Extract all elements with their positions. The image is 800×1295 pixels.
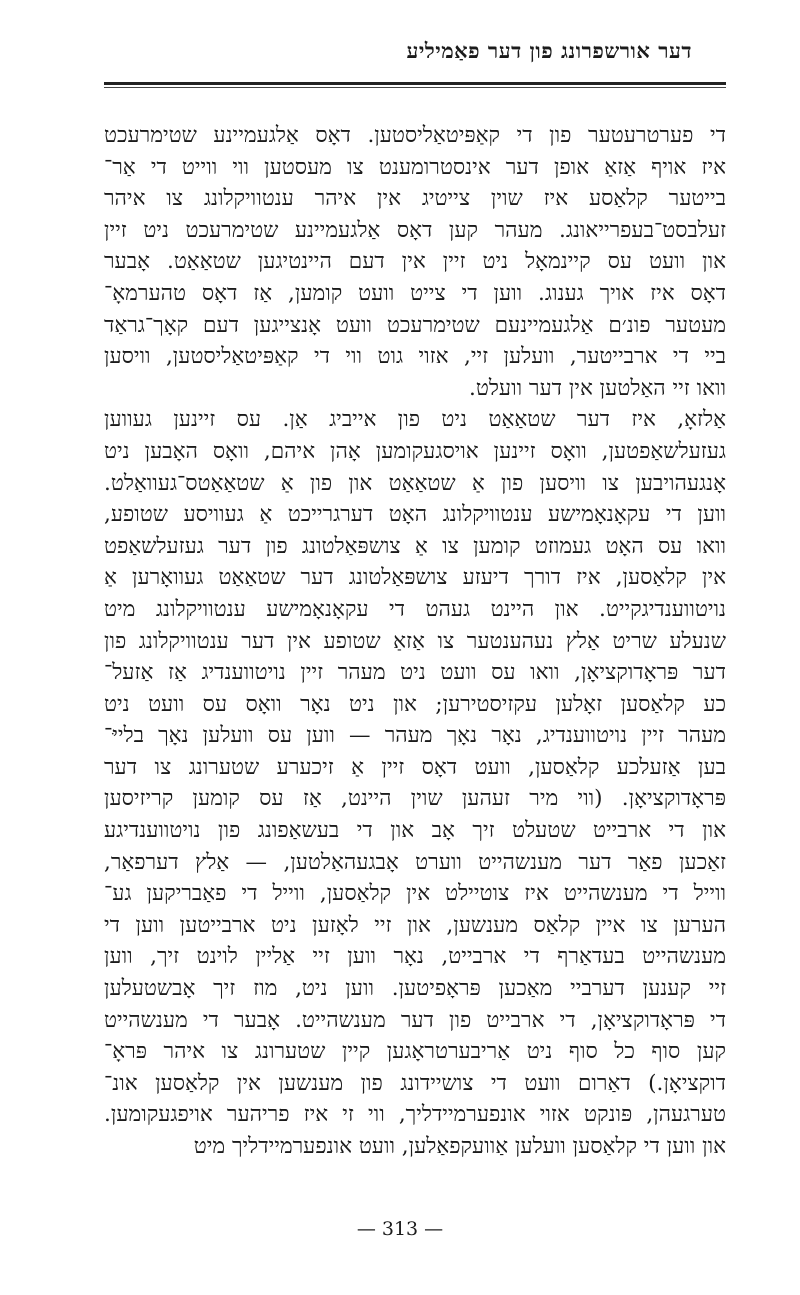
- text-line: און וועט עס קיינמאָל ניט זיין אין דעם היינטיגען שטאַאַט. אָבער: [104, 249, 726, 275]
- text-line: ווייל די מענשהייט איז צוטיילט אין קלאַסען, ווייל די פאַבריקען גע־: [104, 881, 726, 907]
- text-line: טערגעהן, פּונקט אזוי אונפערמיידליך, ווי זי איז פריהער אויפגעקומען.: [104, 1102, 726, 1128]
- page-number: — 313 —: [356, 1218, 444, 1240]
- text-line: מעהר זיין נויטווענדיג, נאָר נאָך מעהר — ווען עס וועלען נאָך בלייּ־: [104, 723, 726, 749]
- text-line: אין קלאַסען, איז דורך דיעזע צושפּאַלטונג דער שטאַאַט געוואָרען אַ: [104, 565, 726, 591]
- text-line: אָנגעהויבען צו וויסען פון אַ שטאַאַט און פון אַ שטאַאַטס־געוואַלט.: [104, 470, 726, 496]
- text-line: דוקציאָן.) דאַרום וועט די צושיידונג פון מענשען אין קלאַסען אונ־: [104, 1070, 726, 1096]
- text-line: איז אויף אַזאַ אופן דער אינסטרומענט צו מעסטען ווי ווייט די אַר־: [104, 154, 726, 180]
- running-header-title: דער אורשפרונג פון דער פאַמיליע: [406, 38, 692, 63]
- header-rule: [104, 82, 726, 85]
- text-line: ביי די ארבייטער, וועלען זיי, אזוי גוט ווי די קאַפּיטאַליסטען, וויסען: [104, 344, 726, 370]
- text-line: בען אַזעלכע קלאַסען, וועט דאָס זיין אַ זיכערע שטערונג צו דער: [104, 754, 726, 780]
- text-line: די פּראָדוקציאָן, די ארבייט פון דער מענשהייט. אָבער די מענשהייט: [104, 1007, 726, 1033]
- header-rule-thin: [104, 87, 726, 88]
- text-line: פּראָדוקציאָן. (ווי מיר זעהען שוין היינט, אַז עס קומען קריזיסען: [104, 786, 726, 812]
- body-text: [104, 120, 726, 1163]
- text-line: זיי קענען דערביי מאַכען פּראָפיטען. ווען ניט, מוז זיך אָבשטעלען: [104, 976, 726, 1002]
- text-line: זאַכען פאַר דער מענשהייט ווערט אָבגעהאַלטען, — אַלץ דערפאַר,: [104, 849, 726, 875]
- text-line: אַלזאָ, איז דער שטאַאַט ניט פון אייביג אַן. עס זיינען געווען: [104, 407, 726, 433]
- text-line: און די ארבייט שטעלט זיך אָב און די בעשאַפונג פון נויטווענדיגע: [104, 818, 726, 844]
- text-line: נויטווענדיגקייט. און היינט געהט די עקאָנאָמישע ענטוויקלונג מיט: [104, 596, 726, 622]
- text-line: מעטער פונ׳ם אַלגעמיינעם שטימרעכט וועט אָנצייגען דעם קאָך־גראַד: [104, 312, 726, 338]
- text-line: די פערטרעטער פון די קאַפּיטאַליסטען. דאָס אַלגעמיינע שטימרעכט: [104, 123, 726, 148]
- text-line: געזעלשאַפטען, וואָס זיינען אויסגעקומען אָהן איהם, וואָס האָבען ניט: [104, 438, 726, 464]
- text-line: הערען צו איין קלאַס מענשען, און זיי לאָזען ניט ארבייטען ווען די: [104, 912, 726, 938]
- text-line: דאָס איז אויך גענוג. ווען די צייט וועט קומען, אַז דאָס טהערמאָ־: [104, 280, 726, 306]
- text-line: קען סוף כל סוף ניט אַריבערטראָגען קיין שטערונג צו איהר פּראָ־: [104, 1039, 726, 1065]
- text-line: וואו זיי האַלטען אין דער וועלט.: [469, 375, 726, 401]
- text-line: זעלבסט־בעפרייאונג. מעהר קען דאָס אַלגעמיינע שטימרעכט ניט זיין: [104, 217, 726, 243]
- text-line: דער פּראָדוקציאָן, וואו עס וועט ניט מעהר זיין נויטווענדיג אַז אַזעל־: [104, 660, 726, 686]
- text-line: כע קלאַסען זאָלען עקזיסטירען; און ניט נאָר וואָס עס וועט ניט: [104, 691, 726, 717]
- text-line: שנעלע שריט אַלץ נעהענטער צו אַזאַ שטופע אין דער ענטוויקלונג פון: [104, 628, 726, 654]
- text-line: מענשהייט בעדאַרף די ארבייט, נאָר ווען זיי אַליין לוינט זיך, ווען: [104, 944, 726, 970]
- text-line: און ווען די קלאַסען וועלען אַוועקפאַלען, וועט אונפערמיידליך מיט: [193, 1134, 726, 1159]
- text-line: וואו עס האָט געמוזט קומען צו אַ צושפּאַלטונג פון דער געזעלשאַפט: [104, 533, 726, 559]
- text-line: בייטער קלאַסע איז שוין צייטיג אין איהר ענטוויקלונג צו איהר: [104, 186, 726, 212]
- text-line: ווען די עקאָנאָמישע ענטוויקלונג האָט דערגרייכט אַ געוויסע שטופע,: [104, 502, 726, 528]
